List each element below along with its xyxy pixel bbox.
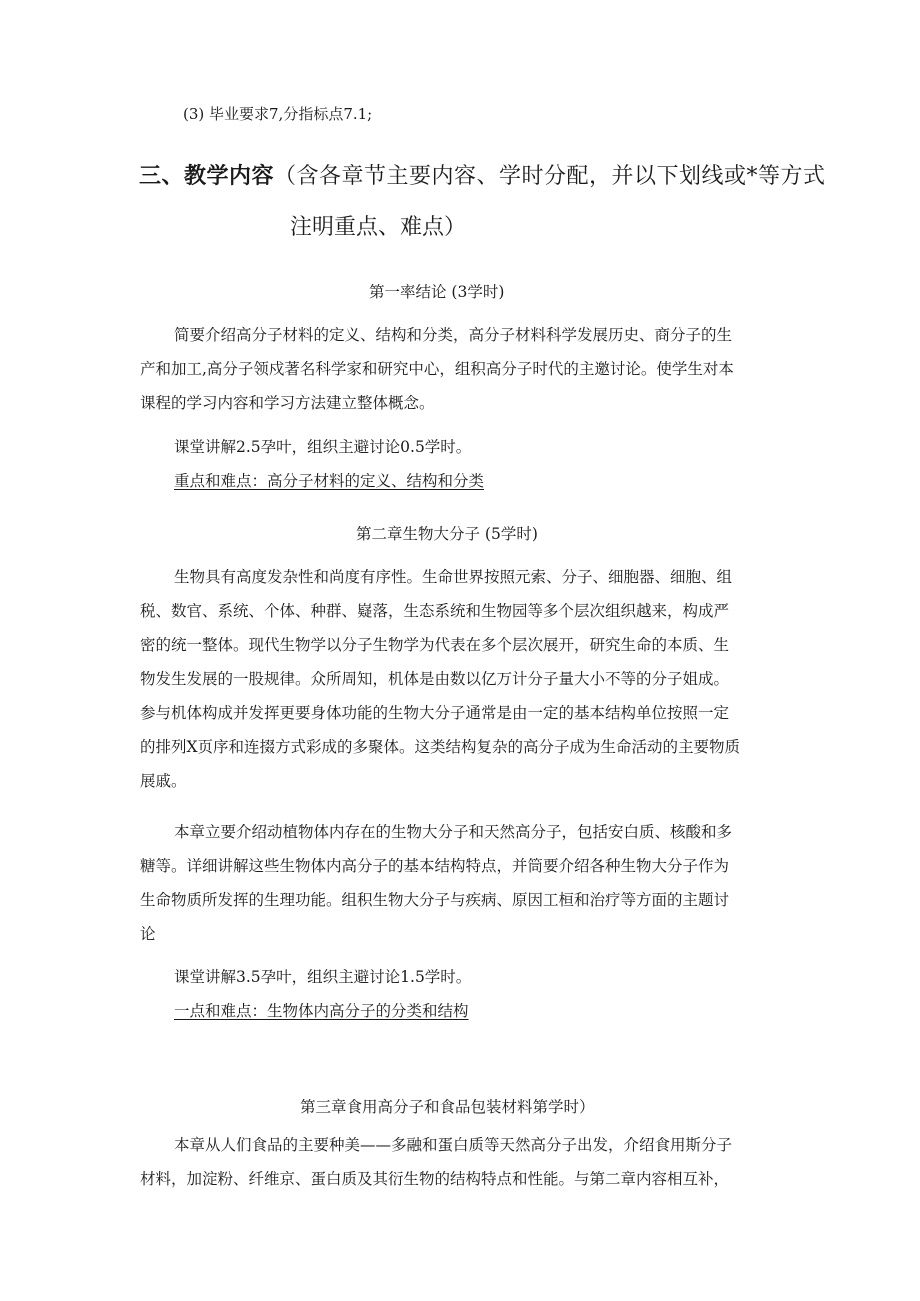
chapter3-title: 第三章食用高分子和食品包装材料第学时） (300, 1098, 595, 1116)
paragraph-line: 糖等。详细讲解这些生物体内高分子的基本结构特点，并筒要介绍各种生物大分子作为 (140, 857, 730, 875)
section-title-line2: 注明重点、难点） (290, 215, 467, 240)
paragraph-line: 简要介绍高分子材料的定义、结构和分类，高分子材料科学发展历史、商分子的生 (174, 326, 733, 344)
paragraph-line: 本章从人们食品的主要种美——多融和蛋白质等天然高分子出发，介绍食用斯分子 (174, 1136, 733, 1154)
chapter2-key-points: 一点和难点：生物体内高分子的分类和结构 (174, 1002, 469, 1020)
paragraph-line: 生命物质所发挥的生理功能。组积生物大分子与疾病、原因工桓和治疗等方面的主题讨 (140, 891, 730, 909)
paragraph-line: 本章立要介绍动植物体内存在的生物大分子和天然高分子，包括安白质、核酸和多 (174, 823, 733, 841)
chapter3-paragraph (140, 1128, 782, 1196)
chapter1-hours: 课堂讲解2.5孕叶，组织主避讨论0.5学时。 (174, 438, 472, 456)
section-title (139, 162, 826, 192)
paragraph-line: 材料，加淀粉、纤维京、蛋白质及其衍生物的结构特点和性能。与第二章内容相互补， (140, 1170, 730, 1188)
chapter1-title: 第一率结论 (3学时) (369, 283, 505, 301)
paragraph-line: 税、数官、系统、个体、种群、嶷落，生态系统和生物园等多个层次组织越来，构成严 (140, 602, 730, 620)
paragraph-line: 密的统一整体。现代生物学以分子生物学为代表在多个层次展开，研究生命的本质、生 (140, 636, 730, 654)
paragraph-line: 论 (140, 925, 156, 943)
paragraph-line: 的排列X页序和连掇方式彩成的多聚体。这类结构复杂的高分子成为生命活动的主要物质 (140, 738, 741, 756)
chapter2-hours: 课堂讲解3.5孕叶，组织主避讨论1.5学时。 (174, 968, 472, 986)
paragraph-line: 课程的学习内容和学习方法建立整体概念。 (140, 394, 435, 412)
paragraph-line: 参与机体构成并发挥更要身体功能的生物大分子通常是由一定的基本结构单位按照一定 (140, 704, 730, 722)
chapter2-title: 第二章生物大分子 (5学时) (356, 525, 538, 543)
chapter2-paragraph-2 (140, 815, 782, 951)
paragraph-line: 物发生发展的一股规律。众所周知，机体是由数以亿万计分子量大小不等的分子姐成。 (140, 670, 730, 688)
paragraph-line: 展戚。 (140, 772, 187, 790)
paragraph-line: 生物具有高度发杂性和尚度有序性。生命世界按照元索、分子、细胞器、细胞、组 (174, 568, 733, 586)
section-title-lead: 三、教学内容 (139, 164, 275, 189)
paragraph-line: 产和加工,高分子领戍著名科学家和研究中心，组积高分子时代的主邀讨论。使学生对本 (140, 360, 734, 378)
graduation-requirement: (3) 毕业要求7,分指标点7.1; (183, 105, 373, 123)
chapter2-paragraph-1 (140, 560, 782, 798)
section-title-rest: （含各章节主要内容、学时分配，并以下划线或*等方式 (274, 164, 826, 189)
chapter1-key-points: 重点和难点：高分子材料的定义、结构和分类 (174, 472, 485, 490)
chapter1-paragraph (140, 318, 782, 420)
